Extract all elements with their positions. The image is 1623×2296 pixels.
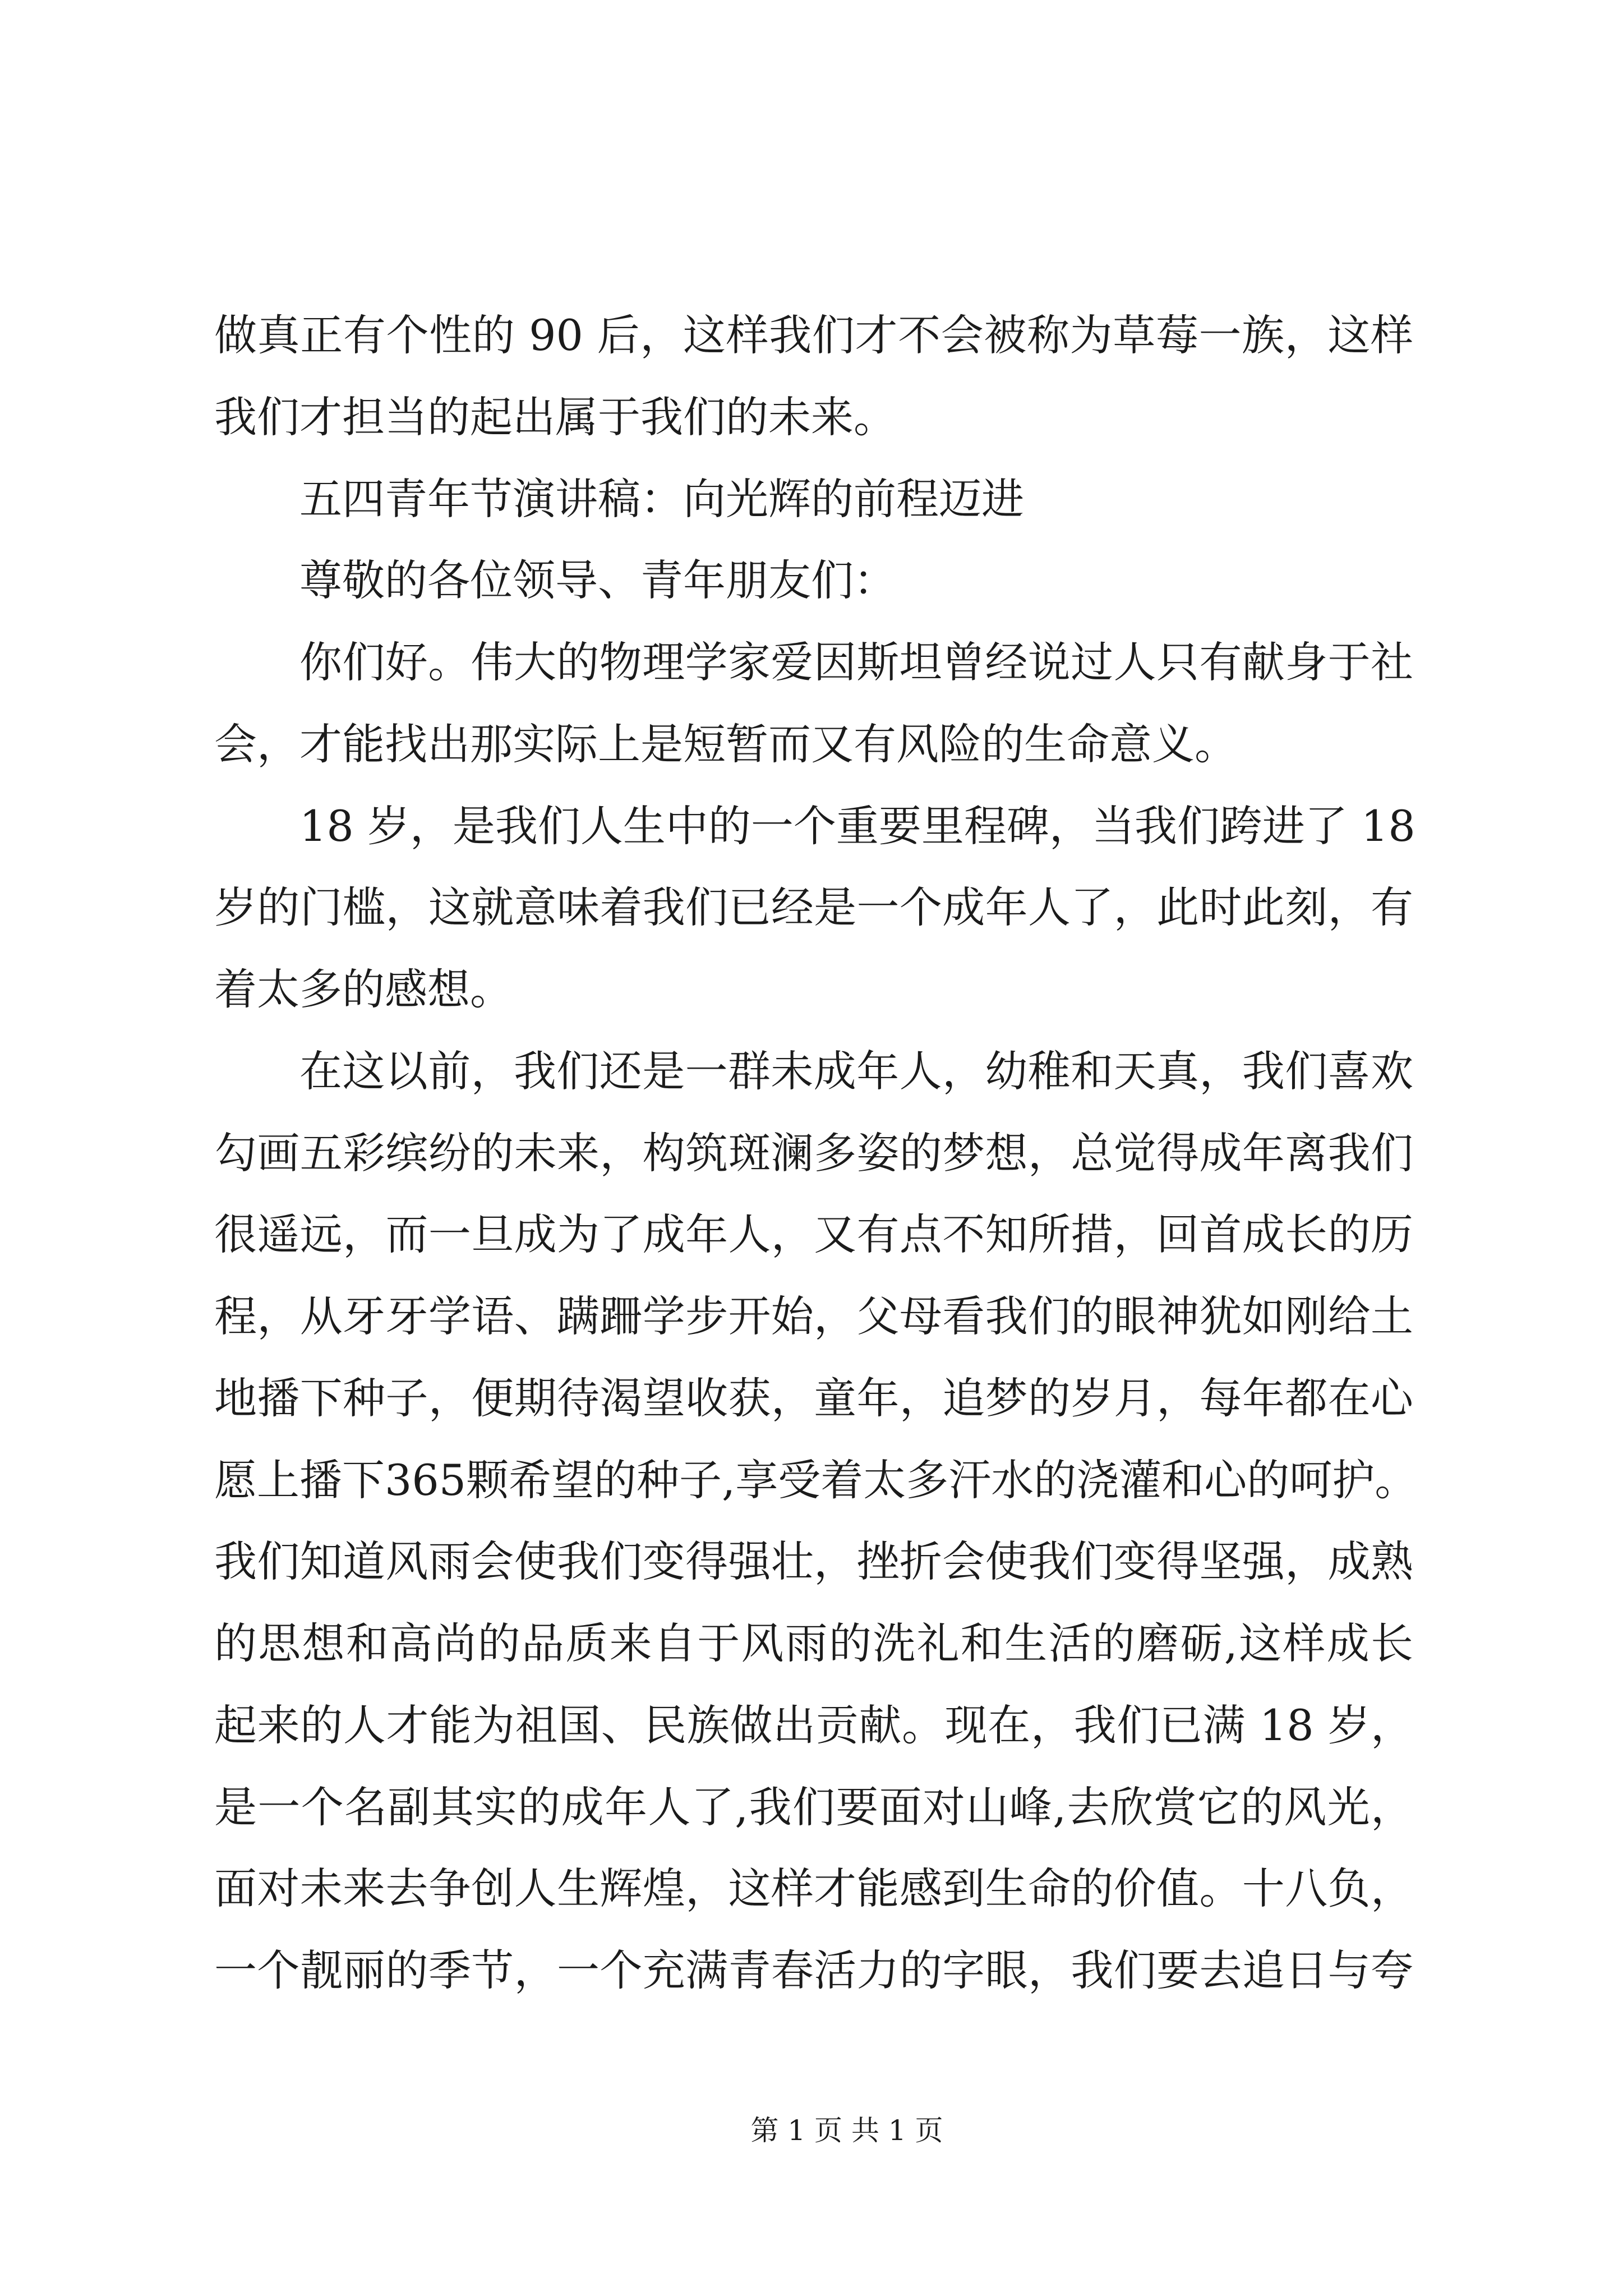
text-line: 是一个名副其实的成年人了,我们要面对山峰,去欣赏它的风光， — [214, 1782, 1413, 1832]
text-line: 着太多的感想。 — [214, 964, 513, 1014]
text-line: 程，从牙牙学语、蹒跚学步开始，父母看我们的眼神犹如刚给土 — [214, 1291, 1413, 1341]
text-line: 面对未来去争创人生辉煌，这样才能感到生命的价值。十八负， — [214, 1864, 1413, 1914]
text-line: 你们好。伟大的物理学家爱因斯坦曾经说过人只有献身于社 — [299, 637, 1413, 687]
text-line: 的思想和高尚的品质来自于风雨的洗礼和生活的磨砺,这样成长 — [214, 1618, 1413, 1668]
text-line: 起来的人才能为祖国、民族做出贡献。现在，我们已满 18 岁， — [214, 1700, 1413, 1750]
salutation — [214, 540, 1413, 622]
salutation-text: 尊敬的各位领导、青年朋友们： — [299, 555, 896, 606]
text-line: 很遥远，而一旦成为了成年人，又有点不知所措，回首成长的历 — [214, 1209, 1413, 1260]
text-line: 勾画五彩缤纷的未来，构筑斑澜多姿的梦想，总觉得成年离我们 — [214, 1128, 1413, 1178]
text-line: 地播下种子，便期待渴望收获，童年，追梦的岁月，每年都在心 — [214, 1373, 1413, 1423]
text-line: 愿上播下365颗希望的种子,享受着太多汗水的浇灌和心的呵护。 — [214, 1455, 1418, 1505]
paragraph — [214, 295, 1413, 458]
text-line: 在这以前，我们还是一群未成年人，幼稚和天真，我们喜欢 — [299, 1046, 1413, 1096]
paragraph — [214, 785, 1413, 1030]
document-body — [214, 295, 1418, 2012]
paragraph — [214, 1030, 1418, 2012]
text-line: 会，才能找出那实际上是短暂而又有风险的生命意义。 — [214, 719, 1237, 769]
text-line: 18 岁，是我们人生中的一个重要里程碑，当我们跨进了 18 — [299, 800, 1415, 851]
page-footer: 第 1 页 共 1 页 — [750, 2114, 943, 2147]
text-line: 岁的门槛，这就意味着我们已经是一个成年人了，此时此刻，有 — [214, 882, 1413, 933]
speech-title-text: 五四青年节演讲稿：向光辉的前程迈进 — [299, 473, 1024, 524]
speech-title — [214, 458, 1413, 540]
text-line: 做真正有个性的 90 后，这样我们才不会被称为草莓一族，这样 — [214, 310, 1413, 360]
paragraph — [214, 622, 1413, 785]
text-line: 一个靓丽的季节，一个充满青春活力的字眼，我们要去追日与夸 — [214, 1945, 1413, 1995]
text-line: 我们才担当的起出属于我们的未来。 — [214, 392, 896, 442]
text-line: 我们知道风雨会使我们变得强壮，挫折会使我们变得坚强，成熟 — [214, 1536, 1413, 1587]
